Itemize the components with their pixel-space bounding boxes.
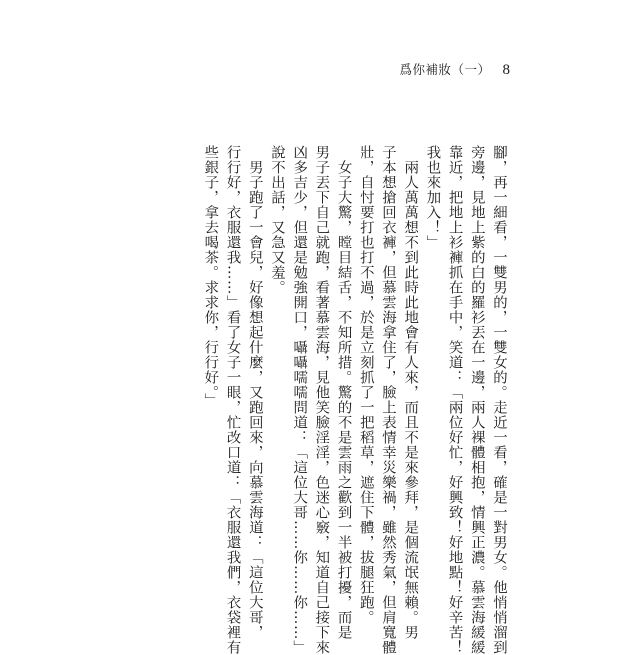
text-line: 腳，再一細看，一雙男的，一雙女的。走近一看，確是一對男女。他悄悄溜到: [491, 145, 507, 655]
page-number: 8: [502, 62, 510, 78]
text-line: 凶多吉少，但還是勉強開口，囁囁嚅嚅問道：「這位大哥……你……你……」: [291, 145, 308, 655]
text-line: 男子跑了一會兒，好像想起什麼，又跑回來，向慕雲海道：「這位大哥，: [246, 145, 263, 640]
text-line: 些銀子，拿去喝茶。求求你，行行好。」: [202, 145, 219, 408]
vertical-text-body: [199, 145, 510, 655]
running-head-title: 爲你補妝（一）: [399, 62, 491, 77]
text-line: 行行好，衣服還我……」看了女子一眼，忙改口道：「衣服還我們，衣袋裡有: [224, 145, 241, 655]
text-line: 兩人萬萬想不到此時此地會有人來，而且不是來參拜，是個流氓無賴。男: [402, 145, 419, 640]
text-line: 說不出話，又急又羞。: [268, 145, 285, 295]
running-head: [399, 60, 510, 79]
text-line: 壯，自忖要打也打不過，於是立刻抓了一把稻草，遮住下體，拔腿狂跑。: [357, 145, 374, 625]
text-line: 旁邊，見地上紫的白的羅衫丟在一邊，兩人裸體相抱，情興正濃。慕雲海緩緩: [468, 145, 485, 655]
text-line: 男子丟下自己就跑，看著慕雲海，見他笑臉淫淫，色迷心竅，知道自己接下來: [313, 145, 330, 655]
text-line: 我也來加入！」: [424, 145, 441, 250]
text-line: 女子大驚，瞠目結舌，不知所措。驚的不是雲雨之歡到一半被打擾，而是: [335, 145, 352, 640]
text-line: 靠近，把地上衫褲抓在手中，笑道：「兩位好忙，好興致！好地點！好辛苦！: [446, 145, 463, 655]
text-line: 子本想搶回衣褲，但慕雲海拿住了，臉上表情幸災樂禍，雖然秀氣，但肩寬體: [379, 145, 396, 655]
